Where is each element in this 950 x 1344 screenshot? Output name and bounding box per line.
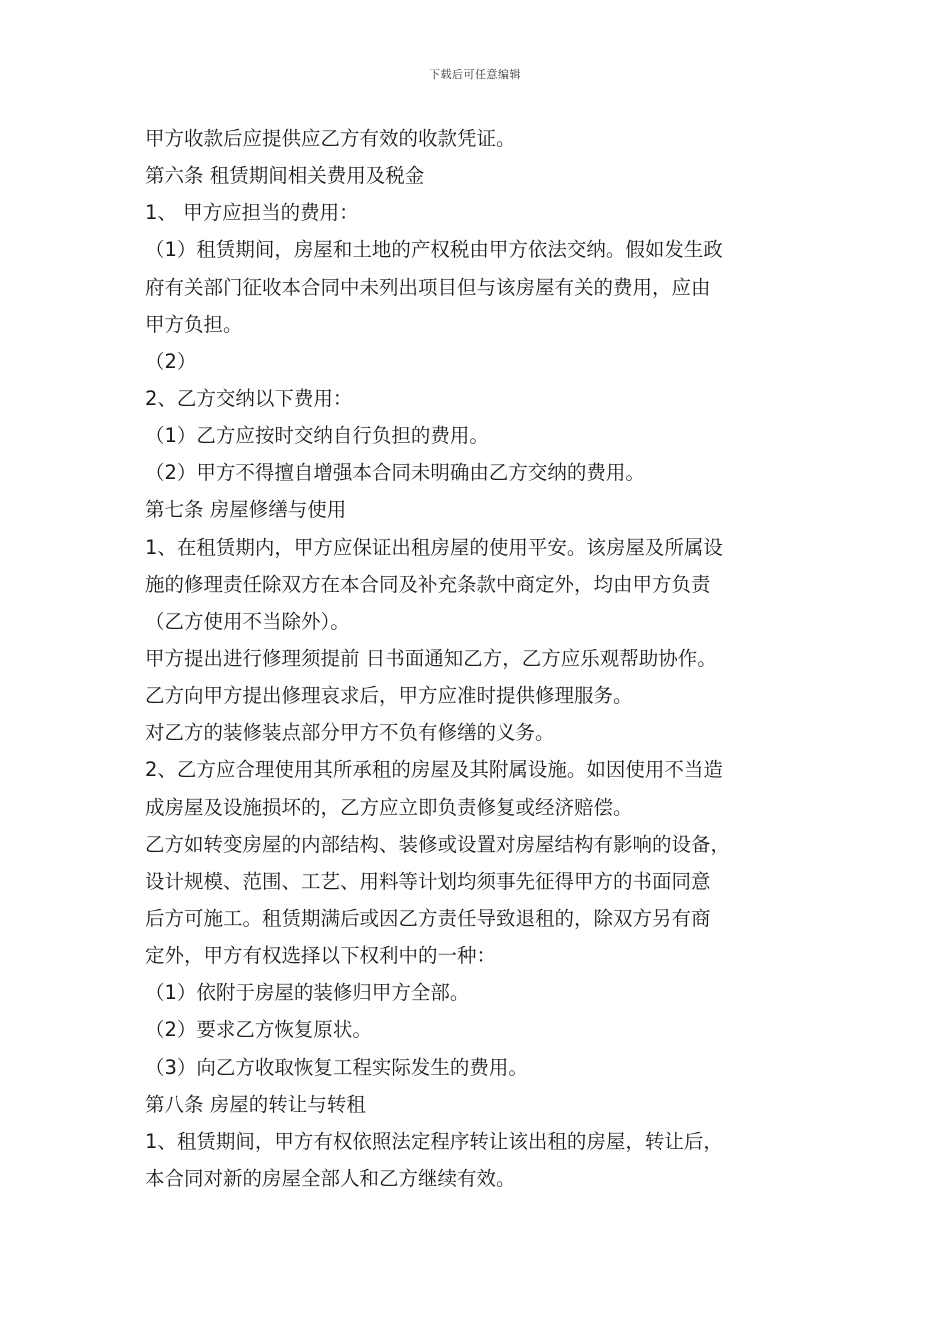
section-heading: 第八条 房屋的转让与转租 xyxy=(145,1092,366,1116)
text-line: 1、 甲方应担当的费用： xyxy=(145,201,359,225)
text-line: 定外，甲方有权选择以下权利中的一种： xyxy=(145,944,497,968)
text-line: （1）依附于房屋的装修归甲方全部。 xyxy=(145,981,470,1005)
text-line: （1）租赁期间，房屋和土地的产权税由甲方依法交纳。假如发生政 xyxy=(145,238,723,262)
text-line: 甲方收款后应提供应乙方有效的收款凭证。 xyxy=(145,127,516,150)
text-line: （1）乙方应按时交纳自行负担的费用。 xyxy=(145,424,489,448)
section-heading: 第六条 租赁期间相关费用及税金 xyxy=(145,164,425,188)
text-line: （2）甲方不得擅自增强本合同未明确由乙方交纳的费用。 xyxy=(145,461,645,485)
text-line: 乙方如转变房屋的内部结构、装修或设置对房屋结构有影响的设备， xyxy=(145,832,731,856)
text-line: 乙方向甲方提出修理哀求后，甲方应准时提供修理服务。 xyxy=(145,684,633,708)
page-header: 下载后可任意编辑 xyxy=(429,68,521,81)
text-line: （3）向乙方收取恢复工程实际发生的费用。 xyxy=(145,1055,528,1079)
text-line: 2、乙方应合理使用其所承租的房屋及其附属设施。如因使用不当造 xyxy=(145,758,723,782)
text-line: （2） xyxy=(145,349,197,373)
text-line: 2、乙方交纳以下费用： xyxy=(145,386,353,410)
text-line: 成房屋及设施损坏的，乙方应立即负责修复或经济赔偿。 xyxy=(145,795,633,819)
text-line: 设计规模、范围、工艺、用料等计划均须事先征得甲方的书面同意 xyxy=(145,869,711,893)
text-line: （2）要求乙方恢复原状。 xyxy=(145,1018,372,1042)
text-line: 后方可施工。租赁期满后或因乙方责任导致退租的，除双方另有商 xyxy=(145,906,711,930)
section-heading: 第七条 房屋修缮与使用 xyxy=(145,498,347,522)
text-line: （乙方使用不当除外）。 xyxy=(145,609,350,633)
text-line: 对乙方的装修装点部分甲方不负有修缮的义务。 xyxy=(145,721,555,745)
text-line: 府有关部门征收本合同中未列出项目但与该房屋有关的费用，应由 xyxy=(145,275,711,299)
text-line: 甲方提出进行修理须提前 日书面通知乙方，乙方应乐观帮助协作。 xyxy=(145,646,717,670)
text-line: 1、在租赁期内，甲方应保证出租房屋的使用平安。该房屋及所属设 xyxy=(145,535,723,559)
document-body xyxy=(145,120,815,1197)
text-line: 本合同对新的房屋全部人和乙方继续有效。 xyxy=(145,1166,516,1190)
text-line: 1、租赁期间，甲方有权依照法定程序转让该出租的房屋，转让后， xyxy=(145,1129,723,1153)
text-line: 施的修理责任除双方在本合同及补充条款中商定外，均由甲方负责 xyxy=(145,572,711,596)
text-line: 甲方负担。 xyxy=(145,312,243,336)
